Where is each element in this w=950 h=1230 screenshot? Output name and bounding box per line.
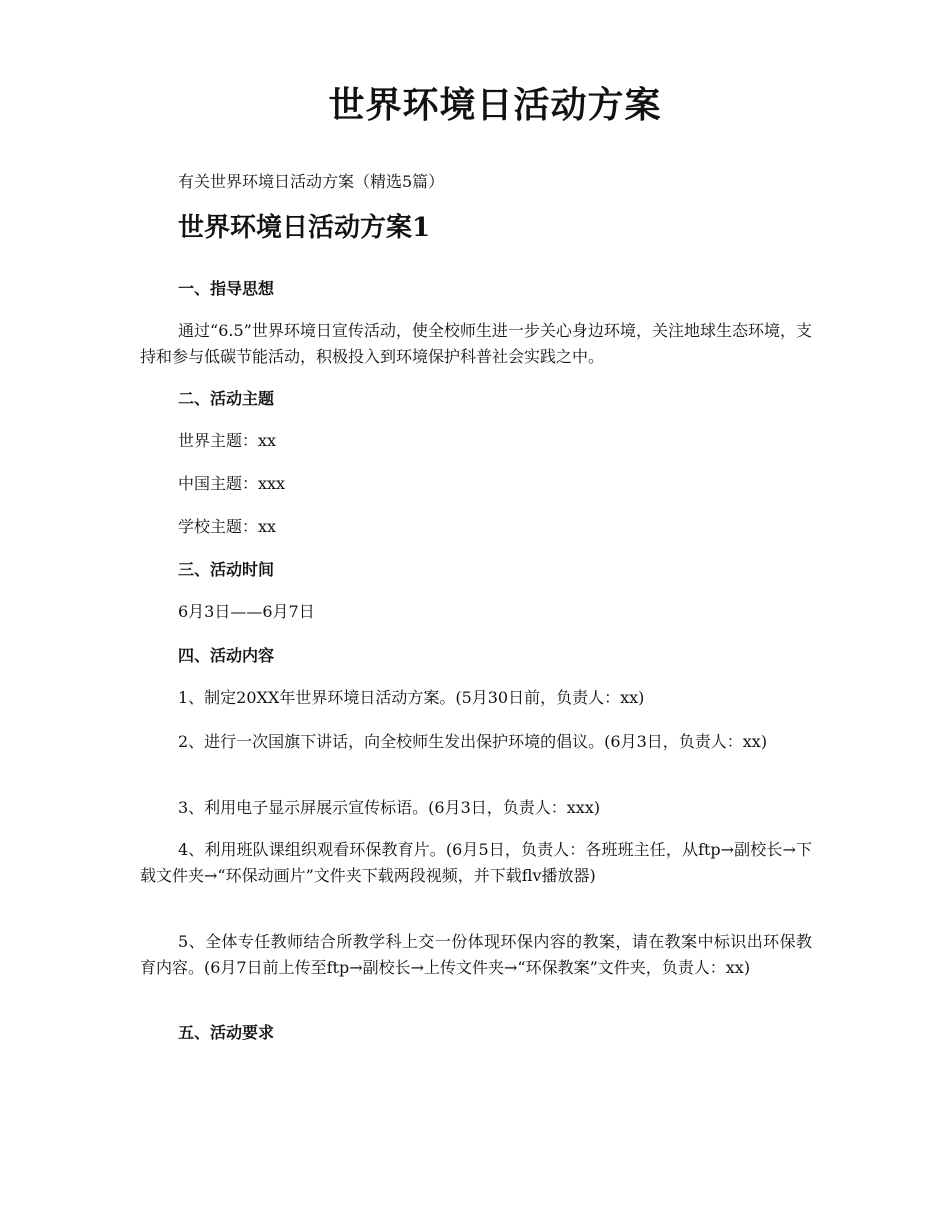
document-title: 世界环境日活动方案 (328, 84, 662, 126)
theme-school: 学校主题：xx (178, 517, 277, 536)
theme-china: 中国主题：xxx (178, 474, 286, 493)
activity-time: 6月3日——6月7日 (178, 602, 315, 621)
document-subtitle: 有关世界环境日活动方案（精选5篇） (178, 172, 445, 191)
content-item-1: 1、制定20XX年世界环境日活动方案。(5月30日前，负责人：xx) (178, 688, 645, 707)
content-item-2: 2、进行一次国旗下讲话，向全校师生发出保护环境的倡议。(6月3日，负责人：xx) (178, 732, 768, 751)
heading-theme: 二、活动主题 (178, 389, 275, 408)
heading-guiding-idea: 一、指导思想 (178, 279, 275, 298)
section-title: 世界环境日活动方案1 (178, 213, 431, 243)
heading-time: 三、活动时间 (178, 560, 275, 579)
content-item-3: 3、利用电子显示屏展示宣传标语。(6月3日，负责人：xxx) (178, 798, 601, 817)
heading-content: 四、活动内容 (178, 646, 275, 665)
paragraph-guiding-idea: 通过“6.5”世界环境日宣传活动，使全校师生进一步关心身边环境，关注地球生态环境，支持和参与低碳节能活动，积极投入到环境保护科普社会实践之中。 (140, 321, 812, 366)
theme-world: 世界主题：xx (178, 431, 277, 450)
content-item-4: 4、利用班队课组织观看环保教育片。(6月5日，负责人：各班班主任，从ftp→副校长→下载文件夹→“环保动画片”文件夹下载两段视频，并下载flv播放器) (140, 840, 812, 885)
content-item-5: 5、全体专任教师结合所教学科上交一份体现环保内容的教案，请在教案中标识出环保教育内容。(6月7日前上传至ftp→副校长→上传文件夹→“环保教案”文件夹，负责人：xx) (140, 932, 812, 977)
heading-requirements: 五、活动要求 (178, 1023, 275, 1042)
